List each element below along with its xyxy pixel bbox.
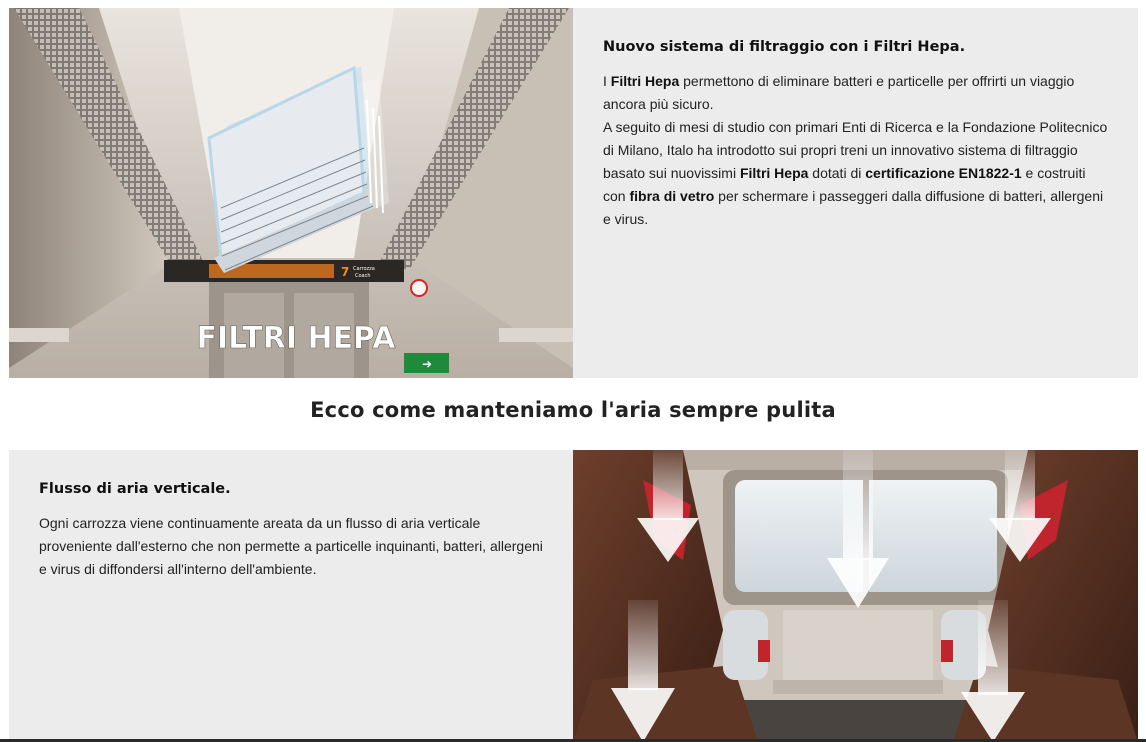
section-heading: Ecco come manteniamo l'aria sempre pulita: [310, 398, 836, 422]
train-ceiling-illustration: [9, 8, 573, 378]
hepa-description-run: permettono di eliminare batteri e particelle per offrirti un viaggio ancora più sicuro.: [603, 73, 1075, 112]
train-interior-illustration: [573, 450, 1138, 742]
hepa-description-run: e costruiti con: [603, 165, 1086, 204]
coach-number: 7: [341, 265, 350, 279]
coach-label: Carrozza: [353, 266, 375, 272]
svg-text:➜: ➜: [421, 357, 433, 371]
hepa-description: [603, 70, 1108, 231]
hepa-filter-image: [9, 8, 573, 378]
hepa-description-bold: certificazione EN1822-1: [865, 165, 1022, 181]
hepa-description-run: A seguito di mesi di studio con primari Enti di Ricerca e la Fondazione Politecnico di Milano, Italo ha introdotto sui propri treni un innovativo sistema di filtraggio basato sui nuovissimi: [603, 119, 1108, 181]
hepa-description-run: per schermare i passeggeri dalla diffusione di batteri, allergeni e virus.: [603, 188, 1104, 227]
hepa-description-bold: Filtri Hepa: [739, 165, 809, 181]
hepa-description-run: dotati di: [808, 165, 866, 181]
coach-label-en: Coach: [355, 273, 371, 279]
hepa-description-run: I: [603, 73, 611, 89]
hepa-description-bold: fibra di vetro: [629, 188, 715, 204]
air-flow-image: [573, 450, 1138, 742]
air-flow-title: Flusso di aria verticale.: [39, 481, 231, 497]
air-flow-text-card: [9, 450, 573, 742]
air-flow-description: Ogni carrozza viene continuamente areata da un flusso di aria verticale proveniente dall'esterno che non permette a particelle inquinanti, batteri, allergeni e virus di diffondersi all'interno dell'ambiente.: [39, 515, 543, 577]
filtri-hepa-caption: FILTRI HEPA: [196, 321, 396, 356]
hepa-text-card: [573, 8, 1138, 378]
hepa-title: Nuovo sistema di filtraggio con i Filtri Hepa.: [603, 39, 966, 55]
hepa-description-bold: Filtri Hepa: [610, 73, 680, 89]
no-smoking-icon: [411, 280, 427, 296]
